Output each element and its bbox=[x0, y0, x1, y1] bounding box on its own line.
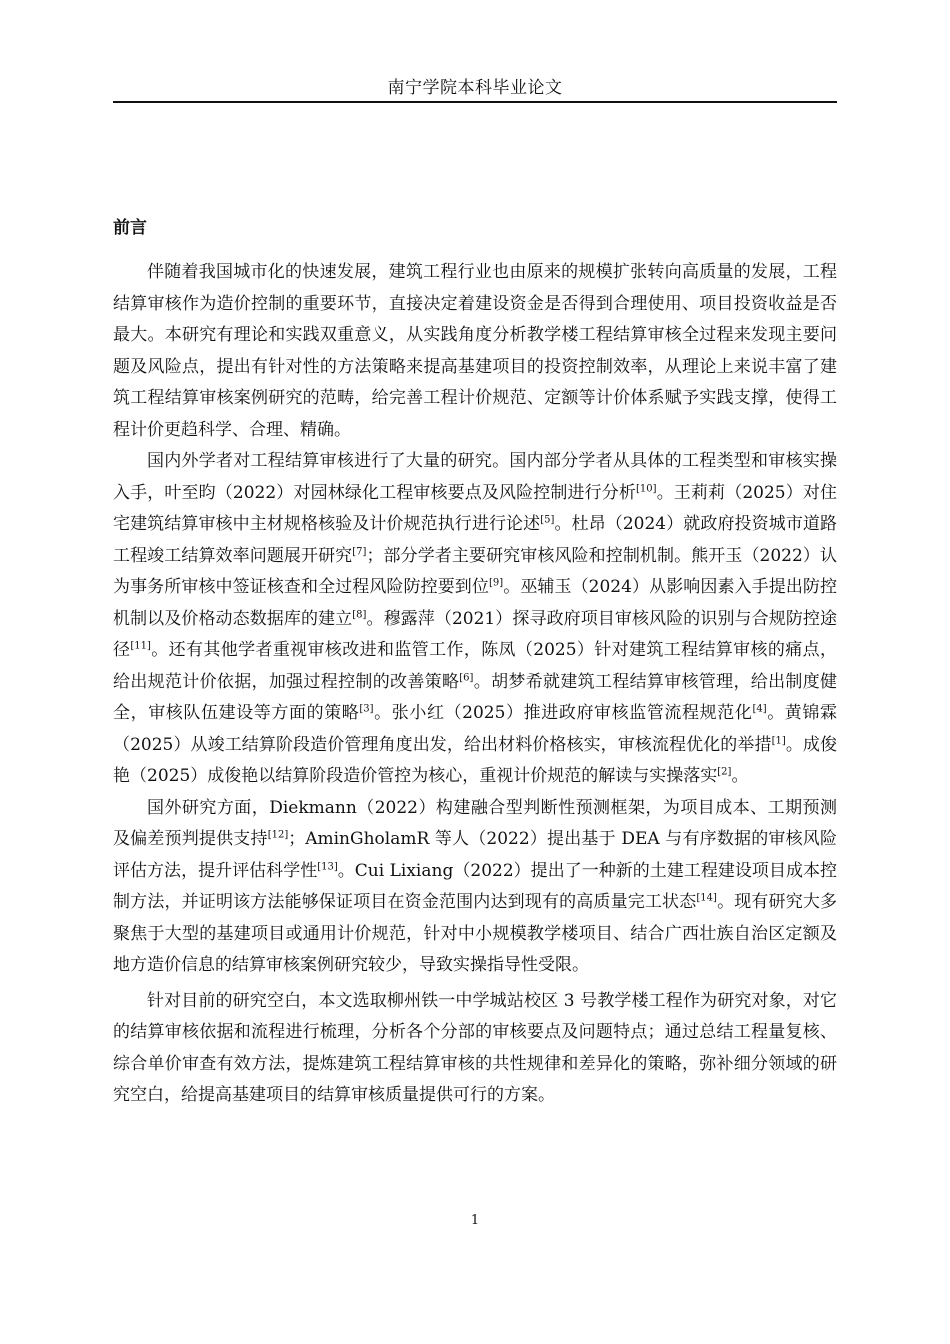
paragraph-text: 。Cui Lixiang（2022）提出了一种新的土建工程建设项目成本控制方法，并证明该方法能够保证项目在资金范围内达到现有的高质量完工状态 bbox=[113, 860, 838, 912]
paragraph bbox=[113, 446, 837, 793]
paragraph bbox=[113, 257, 837, 446]
paragraph bbox=[113, 793, 837, 982]
paragraph-text: ；部分学者主要研究审核风险和控制机制。熊开玉（2022）认为事务所审核中签证核查和全过程风险防控要到位 bbox=[113, 545, 837, 597]
paragraph-text: 。黄锦霖（2025）从竣工结算阶段造价管理角度出发，给出材料价格核实，审核流程优化的举措 bbox=[113, 703, 838, 755]
paragraph-text: 。杜昂（2024）就政府投资城市道路工程竣工结算效率问题展开研究 bbox=[113, 514, 838, 566]
body-text bbox=[113, 257, 837, 1112]
citation-ref: [3] bbox=[359, 703, 374, 715]
paragraph-text: 。穆露萍（2021）探寻政府项目审核风险的识别与合规防控途径 bbox=[113, 608, 838, 660]
citation-ref: [2] bbox=[717, 766, 732, 778]
citation-ref: [4] bbox=[752, 703, 767, 715]
paragraph-text: 。现有研究大多聚焦于大型的基建项目或通用计价规范，针对中小规模教学楼项目、结合广西壮族自治区定额及地方造价信息的结算审核案例研究较少，导致实操指导性受限。 bbox=[113, 892, 838, 975]
section-title: 前言 bbox=[113, 218, 147, 238]
citation-ref: [10] bbox=[636, 482, 657, 494]
paragraph-text: 针对目前的研究空白，本文选取柳州铁一中学城站校区 3 号教学楼工程作为研究对象，对它的结算审核依据和流程进行梳理，分析各个分部的审核要点及问题特点；通过总结工程量复核、综合单价审查有效方法，提炼建筑工程结算审核的共性规律和差异化的策略，弥补细分领域的研究空白，给提高基建项目的结算审核质量提供可行的方案。 bbox=[113, 990, 837, 1105]
citation-ref: [6] bbox=[459, 671, 474, 683]
citation-ref: [12] bbox=[267, 829, 289, 841]
paragraph-text: 。王莉莉（2025）对住宅建筑结算审核中主材规格核验及计价规范执行进行论述 bbox=[113, 482, 837, 534]
paragraph-text: 。成俊艳（2025）成俊艳以结算阶段造价管控为核心，重视计价规范的解读与实操落实 bbox=[113, 734, 838, 786]
running-header: 南宁学院本科毕业论文 bbox=[387, 78, 563, 98]
paragraph-text: 。还有其他学者重视审核改进和监管工作，陈凤（2025）针对建筑工程结算审核的痛点，给出规范计价依据，加强过程控制的改善策略 bbox=[113, 640, 838, 692]
citation-ref: [1] bbox=[771, 734, 786, 746]
paragraph-text: 。胡梦希就建筑工程结算审核管理，给出制度健全，审核队伍建设等方面的策略 bbox=[113, 671, 838, 723]
paragraph-text: 。张小红（2025）推进政府审核监管流程规范化 bbox=[373, 703, 753, 723]
citation-ref: [7] bbox=[352, 545, 367, 557]
citation-ref: [13] bbox=[317, 860, 338, 872]
paragraph-text: 伴随着我国城市化的快速发展，建筑工程行业也由原来的规模扩张转向高质量的发展，工程结算审核作为造价控制的重要环节，直接决定着建设资金是否得到合理使用、项目投资收益是否最大。本研究有理论和实践双重意义，从实践角度分析教学楼工程结算审核全过程来发现主要问题及风险点，提出有针对性的方法策略来提高基建项目的投资控制效率，从理论上来说丰富了建筑工程结算审核案例研究的范畴，给完善工程计价规范、定额等计价体系赋予实践支撑，使得工程计价更趋科学、合理、精确。 bbox=[113, 262, 837, 440]
paragraph-text: 。 bbox=[731, 766, 749, 786]
page-number: 1 bbox=[470, 1213, 480, 1228]
citation-ref: [11] bbox=[130, 640, 151, 652]
citation-ref: [14] bbox=[696, 892, 717, 904]
paragraph bbox=[113, 986, 837, 1112]
paragraph-text: 国外研究方面，Diekmann（2022）构建融合型判断性预测框架，为项目成本、工期预测及偏差预判提供支持 bbox=[113, 797, 837, 849]
paragraph-text: ；AminGholamR 等人（2022）提出基于 DEA 与有序数据的审核风险评估方法，提升评估科学性 bbox=[113, 829, 837, 881]
header-rule bbox=[113, 101, 837, 103]
citation-ref: [5] bbox=[540, 514, 555, 526]
citation-ref: [8] bbox=[352, 608, 367, 620]
paragraph-text: 国内外学者对工程结算审核进行了大量的研究。国内部分学者从具体的工程类型和审核实操入手，叶至昀（2022）对园林绿化工程审核要点及风险控制进行分析 bbox=[113, 451, 837, 503]
paragraph-text: 。巫辅玉（2024）从影响因素入手提出防控机制以及价格动态数据库的建立 bbox=[113, 577, 838, 629]
citation-ref: [9] bbox=[488, 577, 504, 589]
